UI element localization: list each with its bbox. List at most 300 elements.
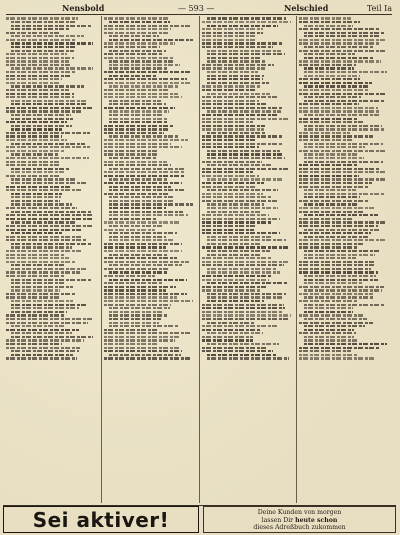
- listing-text-mark: [207, 153, 283, 155]
- listing-text-mark: [304, 46, 373, 48]
- listing-text-mark: [304, 85, 370, 87]
- listing-text-mark: [104, 71, 192, 73]
- listing-text-mark: [104, 139, 188, 141]
- listing-text-mark: [299, 211, 364, 213]
- listing-text-mark: [202, 232, 281, 234]
- listing-text-mark: [299, 89, 368, 91]
- listing-text-mark: [304, 100, 384, 102]
- listing-line: [202, 16, 295, 20]
- listing-text-mark: [104, 221, 180, 223]
- listing-text-mark: [299, 200, 369, 202]
- listing-text-mark: [109, 189, 186, 191]
- listing-text-mark: [104, 339, 175, 341]
- listing-text-mark: [299, 322, 373, 324]
- listing-text-mark: [104, 42, 175, 44]
- listing-line: [202, 20, 295, 24]
- listing-text-mark: [202, 21, 291, 23]
- listing-line: [299, 356, 392, 360]
- listing-text-mark: [11, 311, 67, 313]
- listing-text-mark: [11, 264, 65, 266]
- listing-text-mark: [11, 46, 75, 48]
- listing-text-mark: [11, 350, 79, 352]
- listing-text-mark: [109, 21, 170, 23]
- listing-line: [299, 30, 392, 34]
- listing-text-mark: [299, 121, 365, 123]
- listing-text-mark: [299, 42, 379, 44]
- listing-text-mark: [11, 243, 92, 245]
- listing-text-mark: [304, 146, 365, 148]
- listing-text-mark: [304, 236, 369, 238]
- listing-text-mark: [104, 246, 166, 248]
- listing-line: [202, 152, 295, 156]
- listing-line: [299, 109, 392, 113]
- listing-text-mark: [6, 322, 88, 324]
- listing-text-mark: [207, 110, 282, 112]
- listing-text-mark: [202, 307, 285, 309]
- listing-text-mark: [202, 121, 254, 123]
- listing-text-mark: [202, 42, 284, 44]
- listing-line: [6, 156, 99, 160]
- listing-text-mark: [109, 232, 177, 234]
- listing-text-mark: [104, 229, 155, 231]
- listing-text-mark: [299, 107, 378, 109]
- listing-text-mark: [104, 46, 161, 48]
- ad-text-box: [203, 506, 396, 533]
- listing-text-mark: [207, 332, 263, 334]
- listing-text-mark: [109, 168, 186, 170]
- listing-text-mark: [202, 325, 277, 327]
- listing-text-mark: [202, 139, 258, 141]
- listing-text-mark: [299, 286, 383, 288]
- listing-line: [104, 188, 197, 192]
- listing-text-mark: [304, 289, 382, 291]
- listing-text-mark: [299, 239, 385, 241]
- listing-text-mark: [299, 139, 352, 141]
- listing-text-mark: [104, 289, 166, 291]
- page-header: [6, 3, 392, 15]
- listing-text-mark: [109, 279, 187, 281]
- listing-text-mark: [11, 286, 73, 288]
- listing-line: [202, 306, 295, 310]
- listing-line: [104, 173, 197, 177]
- listing-text-mark: [304, 325, 365, 327]
- listing-text-mark: [202, 347, 267, 349]
- listing-text-mark: [11, 332, 72, 334]
- listing-text-mark: [6, 254, 64, 256]
- listing-text-mark: [6, 275, 64, 277]
- listing-text-mark: [6, 293, 75, 295]
- listing-text-mark: [202, 214, 270, 216]
- listing-text-mark: [304, 128, 385, 130]
- listing-line: [202, 281, 295, 285]
- listing-text-mark: [207, 50, 282, 52]
- listing-line: [299, 91, 392, 95]
- listing-line: [299, 170, 392, 174]
- listing-text-mark: [6, 107, 92, 109]
- listing-text-mark: [109, 307, 170, 309]
- listing-line: [6, 356, 99, 360]
- listing-text-mark: [207, 132, 266, 134]
- page-number: — 593 —: [178, 4, 215, 13]
- listing-line: [299, 98, 392, 102]
- listing-text-mark: [299, 135, 373, 137]
- listing-line: [6, 277, 99, 281]
- listing-text-mark: [202, 329, 261, 331]
- listing-text-mark: [202, 246, 288, 248]
- listing-text-mark: [11, 268, 86, 270]
- listing-text-mark: [6, 314, 65, 316]
- listing-text-mark: [109, 354, 181, 356]
- column-2: [101, 16, 199, 503]
- listing-line: [202, 245, 295, 249]
- listing-text-mark: [304, 254, 375, 256]
- listing-line: [202, 356, 295, 360]
- listing-text-mark: [104, 57, 174, 59]
- listing-text-mark: [109, 318, 161, 320]
- listing-text-mark: [104, 150, 159, 152]
- listing-text-mark: [104, 161, 167, 163]
- listing-text-mark: [104, 286, 176, 288]
- listing-text-mark: [104, 96, 182, 98]
- listing-text-mark: [304, 157, 364, 159]
- listing-text-mark: [202, 100, 260, 102]
- listing-text-mark: [202, 128, 264, 130]
- listing-text-mark: [207, 268, 277, 270]
- listing-text-mark: [207, 78, 263, 80]
- listing-text-mark: [104, 143, 171, 145]
- listing-text-mark: [6, 236, 82, 238]
- listing-text-mark: [202, 46, 273, 48]
- listing-text-mark: [202, 114, 277, 116]
- listing-text-mark: [304, 257, 356, 259]
- listing-line: [104, 259, 197, 263]
- listing-text-mark: [299, 60, 381, 62]
- listing-text-mark: [304, 339, 358, 341]
- listing-text-mark: [207, 60, 267, 62]
- listing-text-mark: [6, 347, 80, 349]
- listing-text-mark: [299, 225, 378, 227]
- listing-line: [6, 66, 99, 70]
- listing-line: [6, 213, 99, 217]
- listing-text-mark: [299, 132, 350, 134]
- listing-text-mark: [6, 60, 69, 62]
- listing-line: [104, 170, 197, 174]
- listing-text-mark: [109, 100, 162, 102]
- listing-line: [202, 109, 295, 113]
- listing-text-mark: [11, 289, 60, 291]
- listing-text-mark: [109, 67, 168, 69]
- listing-text-mark: [104, 93, 178, 95]
- listing-text-mark: [304, 336, 354, 338]
- listing-text-mark: [299, 64, 356, 66]
- listing-line: [104, 166, 197, 170]
- listing-text-mark: [104, 171, 185, 173]
- listing-line: [299, 27, 392, 31]
- listing-text-mark: [109, 218, 157, 220]
- listing-line: [6, 266, 99, 270]
- listing-text-mark: [202, 135, 283, 137]
- listing-text-mark: [104, 82, 190, 84]
- listing-line: [104, 277, 197, 281]
- listing-text-mark: [11, 103, 87, 105]
- listing-text-mark: [104, 332, 192, 334]
- listing-text-mark: [104, 132, 164, 134]
- listing-text-mark: [6, 157, 89, 159]
- listing-text-mark: [304, 282, 363, 284]
- listing-text-mark: [104, 146, 182, 148]
- listing-line: [6, 105, 99, 109]
- listing-text-mark: [207, 296, 282, 298]
- listing-line: [6, 102, 99, 106]
- listing-text-mark: [299, 314, 364, 316]
- listing-text-mark: [104, 329, 158, 331]
- listing-text-mark: [202, 264, 285, 266]
- listing-text-mark: [6, 214, 92, 216]
- listing-text-mark: [6, 110, 81, 112]
- listing-text-mark: [202, 35, 257, 37]
- listing-text-mark: [11, 153, 59, 155]
- ad-line-2-prefix: lassen Dir: [261, 516, 294, 524]
- listing-text-mark: [109, 322, 159, 324]
- listing-line: [299, 127, 392, 131]
- listing-text-mark: [304, 307, 352, 309]
- listing-text-mark: [109, 239, 175, 241]
- listing-text-mark: [299, 293, 372, 295]
- listing-text-mark: [202, 339, 253, 341]
- listing-text-mark: [104, 296, 177, 298]
- listing-text-mark: [109, 64, 180, 66]
- listing-text-mark: [6, 225, 92, 227]
- listing-text-mark: [6, 135, 62, 137]
- listing-line: [202, 105, 295, 109]
- listing-text-mark: [202, 200, 279, 202]
- listing-text-mark: [299, 347, 379, 349]
- listing-line: [299, 141, 392, 145]
- listing-text-mark: [299, 186, 368, 188]
- listing-text-mark: [202, 107, 284, 109]
- listing-text-mark: [109, 186, 171, 188]
- listing-text-mark: [104, 125, 174, 127]
- listing-line: [299, 70, 392, 74]
- listing-text-mark: [299, 103, 358, 105]
- listing-text-mark: [11, 50, 74, 52]
- listing-text-mark: [299, 357, 375, 359]
- listing-text-mark: [11, 118, 73, 120]
- listing-text-mark: [104, 282, 162, 284]
- listing-text-mark: [207, 82, 269, 84]
- listing-text-mark: [104, 261, 189, 263]
- listing-line: [6, 302, 99, 306]
- listing-text-mark: [104, 17, 170, 19]
- listing-line: [104, 331, 197, 335]
- column-3: [199, 16, 297, 503]
- listing-text-mark: [304, 25, 352, 27]
- listing-text-mark: [207, 300, 264, 302]
- directory-columns: [4, 16, 394, 503]
- listing-text-mark: [6, 121, 67, 123]
- listing-line: [6, 131, 99, 135]
- listing-text-mark: [207, 254, 261, 256]
- listing-text-mark: [11, 182, 86, 184]
- listing-text-mark: [207, 17, 287, 19]
- listing-text-mark: [202, 85, 261, 87]
- listing-text-mark: [304, 114, 381, 116]
- listing-text-mark: [304, 189, 356, 191]
- listing-text-mark: [6, 96, 74, 98]
- advertisement: [3, 505, 396, 534]
- listing-text-mark: [304, 153, 358, 155]
- listing-text-mark: [11, 67, 93, 69]
- listing-line: [104, 209, 197, 213]
- listing-line: [299, 48, 392, 52]
- listing-text-mark: [304, 143, 383, 145]
- listing-text-mark: [6, 32, 60, 34]
- listing-text-mark: [6, 82, 60, 84]
- listing-text-mark: [304, 343, 386, 345]
- listing-text-mark: [109, 50, 166, 52]
- listing-text-mark: [207, 236, 274, 238]
- listing-text-mark: [6, 71, 75, 73]
- ad-slogan: Sei aktiver!: [32, 507, 170, 532]
- listing-text-mark: [6, 175, 60, 177]
- listing-text-mark: [299, 182, 371, 184]
- listing-text-mark: [6, 261, 76, 263]
- listing-text-mark: [202, 118, 289, 120]
- listing-text-mark: [109, 103, 166, 105]
- listing-line: [6, 320, 99, 324]
- header-right-keyword: Nelschied: [284, 3, 329, 13]
- listing-line: [6, 98, 99, 102]
- column-4: [296, 16, 394, 503]
- listing-text-mark: [6, 39, 76, 41]
- listing-text-mark: [11, 282, 65, 284]
- listing-text-mark: [202, 171, 254, 173]
- listing-text-mark: [104, 164, 172, 166]
- listing-text-mark: [6, 218, 94, 220]
- listing-text-mark: [104, 343, 157, 345]
- listing-line: [104, 202, 197, 206]
- listing-line: [104, 23, 197, 27]
- listing-text-mark: [109, 264, 182, 266]
- listing-line: [299, 148, 392, 152]
- listing-text-mark: [11, 128, 62, 130]
- listing-line: [202, 309, 295, 313]
- ad-line-3: dieses Adreßbuch zukommen: [253, 524, 346, 531]
- listing-text-mark: [202, 229, 255, 231]
- ad-line-2: [204, 517, 395, 525]
- listing-text-mark: [207, 282, 289, 284]
- listing-text-mark: [104, 300, 193, 302]
- listing-text-mark: [299, 261, 375, 263]
- listing-text-mark: [11, 336, 93, 338]
- listing-text-mark: [304, 125, 382, 127]
- listing-text-mark: [202, 168, 289, 170]
- listing-text-mark: [6, 257, 69, 259]
- listing-text-mark: [299, 17, 351, 19]
- listing-text-mark: [207, 293, 287, 295]
- listing-text-mark: [11, 221, 77, 223]
- listing-text-mark: [299, 150, 387, 152]
- listing-text-mark: [207, 243, 262, 245]
- listing-line: [202, 116, 295, 120]
- listing-text-mark: [202, 103, 269, 105]
- listing-text-mark: [207, 157, 285, 159]
- listing-text-mark: [109, 121, 169, 123]
- listing-text-mark: [202, 193, 263, 195]
- listing-text-mark: [11, 125, 72, 127]
- listing-text-mark: [299, 221, 387, 223]
- listing-text-mark: [202, 275, 272, 277]
- listing-line: [202, 263, 295, 267]
- listing-text-mark: [11, 196, 61, 198]
- listing-line: [202, 52, 295, 56]
- listing-text-mark: [11, 25, 91, 27]
- listing-line: [202, 134, 295, 138]
- listing-text-mark: [104, 243, 182, 245]
- listing-text-mark: [304, 311, 353, 313]
- listing-text-mark: [11, 100, 86, 102]
- listing-text-mark: [202, 146, 260, 148]
- listing-text-mark: [299, 50, 384, 52]
- listing-text-mark: [207, 354, 276, 356]
- listing-text-mark: [104, 250, 182, 252]
- listing-text-mark: [299, 246, 357, 248]
- listing-text-mark: [202, 221, 272, 223]
- listing-text-mark: [109, 110, 170, 112]
- listing-text-mark: [299, 110, 380, 112]
- listing-line: [202, 48, 295, 52]
- listing-text-mark: [109, 271, 169, 273]
- listing-text-mark: [6, 53, 67, 55]
- listing-text-mark: [202, 257, 272, 259]
- listing-text-mark: [104, 175, 186, 177]
- listing-text-mark: [11, 211, 92, 213]
- listing-line: [299, 166, 392, 170]
- listing-text-mark: [6, 57, 74, 59]
- listing-text-mark: [202, 304, 285, 306]
- listing-text-mark: [299, 171, 387, 173]
- listing-text-mark: [104, 78, 187, 80]
- listing-text-mark: [299, 28, 379, 30]
- listing-text-mark: [104, 107, 175, 109]
- listing-line: [299, 37, 392, 41]
- listing-text-mark: [202, 39, 258, 41]
- listing-text-mark: [109, 311, 163, 313]
- listing-text-mark: [6, 150, 64, 152]
- listing-line: [202, 177, 295, 181]
- listing-line: [6, 216, 99, 220]
- listing-text-mark: [11, 35, 84, 37]
- listing-text-mark: [202, 311, 283, 313]
- listing-text-mark: [304, 57, 373, 59]
- listing-text-mark: [11, 307, 79, 309]
- header-left-keyword: Nensbold: [62, 3, 105, 13]
- listing-text-mark: [207, 189, 278, 191]
- listing-text-mark: [207, 53, 285, 55]
- ad-line-1: Deine Kunden von morgen: [257, 509, 342, 516]
- listing-text-mark: [6, 89, 69, 91]
- listing-text-mark: [6, 164, 59, 166]
- listing-text-mark: [11, 178, 77, 180]
- listing-text-mark: [202, 314, 291, 316]
- listing-text-mark: [104, 293, 187, 295]
- listing-text-mark: [299, 21, 359, 23]
- listing-text-mark: [11, 300, 73, 302]
- listing-text-mark: [109, 200, 176, 202]
- listing-text-mark: [109, 236, 166, 238]
- listing-text-mark: [207, 271, 281, 273]
- listing-text-mark: [304, 96, 361, 98]
